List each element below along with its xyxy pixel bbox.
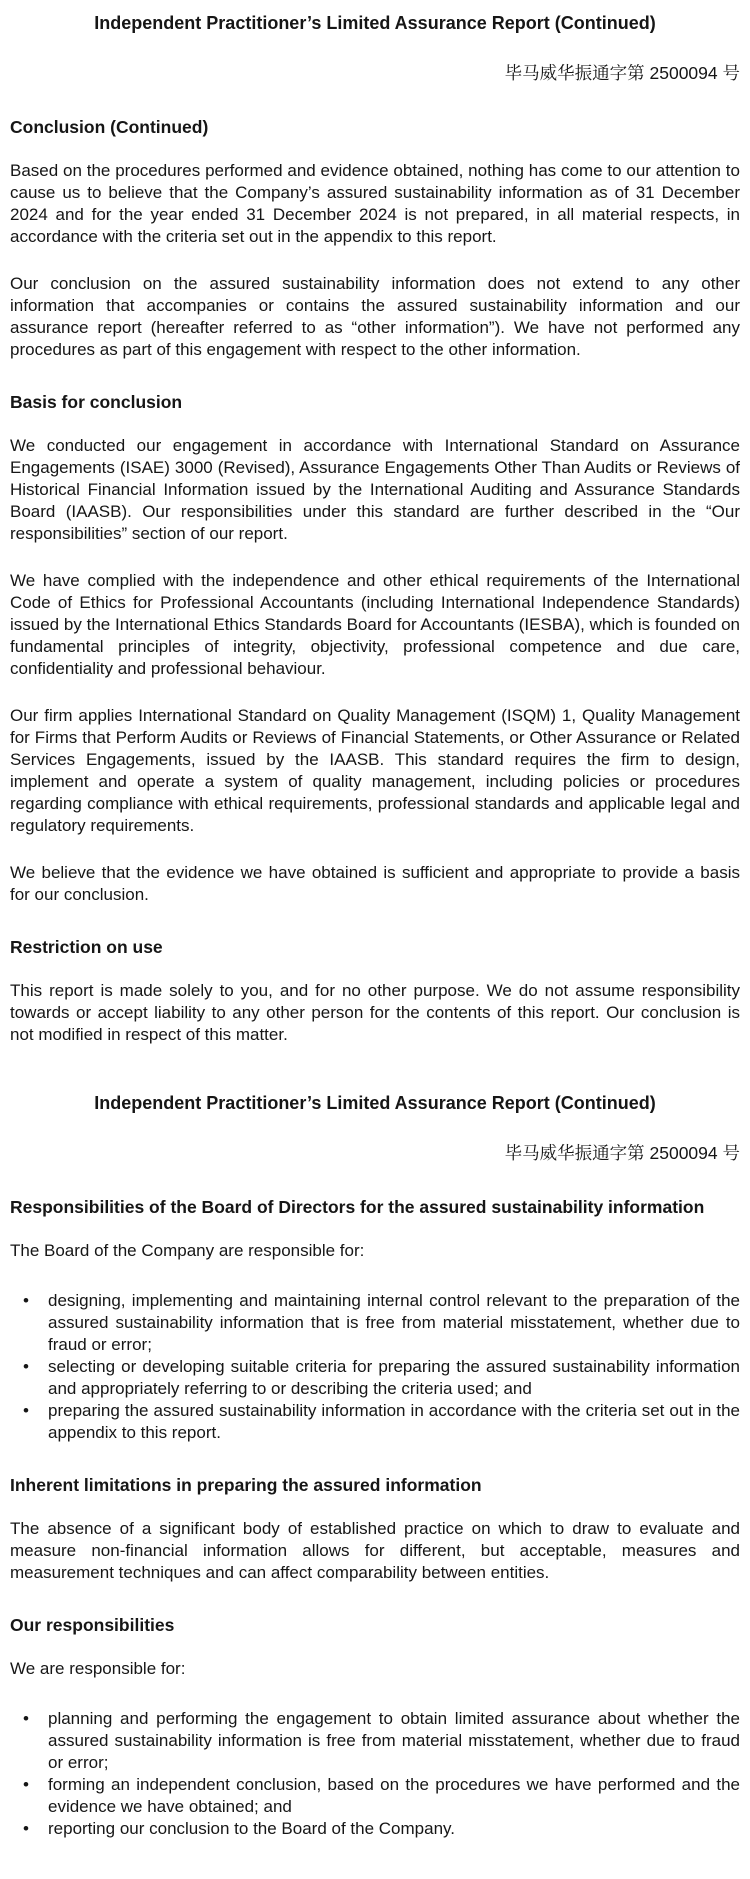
paragraph-our-responsibilities-intro: We are responsible for: [10,1659,186,1678]
heading-conclusion-continued: Conclusion (Continued) [10,117,209,137]
heading-restriction-on-use: Restriction on use [10,937,163,957]
report-page-2 [10,1092,740,1840]
paragraph-basis-2: We have complied with the independence and other ethical requirements of the International Code of Ethics for Professional Accountants (including International Independence Standards) issued by the International Ethics Standards Board for Accountants (IESBA), which is founded on fundamental principles of integrity, objectivity, professional competence and due care, confidentiality and professional behaviour. [10,571,740,678]
heading-our-responsibilities: Our responsibilities [10,1615,175,1635]
page-title: Independent Practitioner’s Limited Assurance Report (Continued) [94,1093,656,1113]
paragraph-inherent-1: The absence of a significant body of established practice on which to draw to evaluate and measure non-financial information allows for different, but acceptable, measures and measurement techniques and can affect comparability between entities. [10,1519,740,1582]
bullet-item: • preparing the assured sustainability information in accordance with the criteria set out in the appendix to this report. [48,1400,740,1444]
paragraph-basis-3: Our firm applies International Standard on Quality Management (ISQM) 1, Quality Management for Firms that Perform Audits or Reviews of Financial Statements, or Other Assurance or Related Services Engagements, issued by the IAASB. This standard requires the firm to design, implement and operate a system of quality management, including policies or procedures regarding compliance with ethical requirements, professional standards and applicable legal and regulatory requirements. [10,706,740,835]
bullet-list-board-responsibilities [10,1290,740,1444]
heading-inherent-limitations: Inherent limitations in preparing the assured information [10,1475,482,1495]
report-page-1 [10,12,740,1046]
page-title: Independent Practitioner’s Limited Assurance Report (Continued) [94,13,656,33]
bullet-item: • planning and performing the engagement to obtain limited assurance about whether the assured sustainability information is free from material misstatement, whether due to fraud or error; [48,1708,740,1774]
bullet-item: • reporting our conclusion to the Board of the Company. [48,1818,740,1840]
paragraph-board-intro: The Board of the Company are responsible for: [10,1241,365,1260]
bullet-item: • designing, implementing and maintaining internal control relevant to the preparation of the assured sustainability information that is free from material misstatement, whether due to fraud or error; [48,1290,740,1356]
heading-board-responsibilities: Responsibilities of the Board of Directors for the assured sustainability information [10,1197,705,1217]
bullet-list-our-responsibilities [10,1708,740,1840]
heading-basis-for-conclusion: Basis for conclusion [10,392,183,412]
paragraph-basis-4: We believe that the evidence we have obtained is sufficient and appropriate to provide a basis for our conclusion. [10,863,740,904]
paragraph-basis-1: We conducted our engagement in accordance with International Standard on Assurance Engagements (ISAE) 3000 (Revised), Assurance Engagements Other Than Audits or Reviews of Historical Financial Information issued by the International Auditing and Assurance Standards Board (IAASB). Our responsibilities under this standard are further described in the “Our responsibilities” section of our report. [10,436,740,543]
report-number: 毕马威华振通字第 2500094 号 [504,63,740,83]
paragraph-conclusion-2: Our conclusion on the assured sustainability information does not extend to any other information that accompanies or contains the assured sustainability information and our assurance report (hereafter referred to as “other information”). We have not performed any procedures as part of this engagement with respect to the other information. [10,274,740,359]
paragraph-restriction-1: This report is made solely to you, and for no other purpose. We do not assume responsibility towards or accept liability to any other person for the contents of this report. Our conclusion is not modified in respect of this matter. [10,981,740,1044]
bullet-item: • selecting or developing suitable criteria for preparing the assured sustainability information and appropriately referring to or describing the criteria used; and [48,1356,740,1400]
paragraph-conclusion-1: Based on the procedures performed and evidence obtained, nothing has come to our attention to cause us to believe that the Company’s assured sustainability information as of 31 December 2024 and for the year ended 31 December 2024 is not prepared, in all material respects, in accordance with the criteria set out in the appendix to this report. [10,161,740,246]
bullet-item: • forming an independent conclusion, based on the procedures we have performed and the evidence we have obtained; and [48,1774,740,1818]
report-number: 毕马威华振通字第 2500094 号 [504,1143,740,1163]
